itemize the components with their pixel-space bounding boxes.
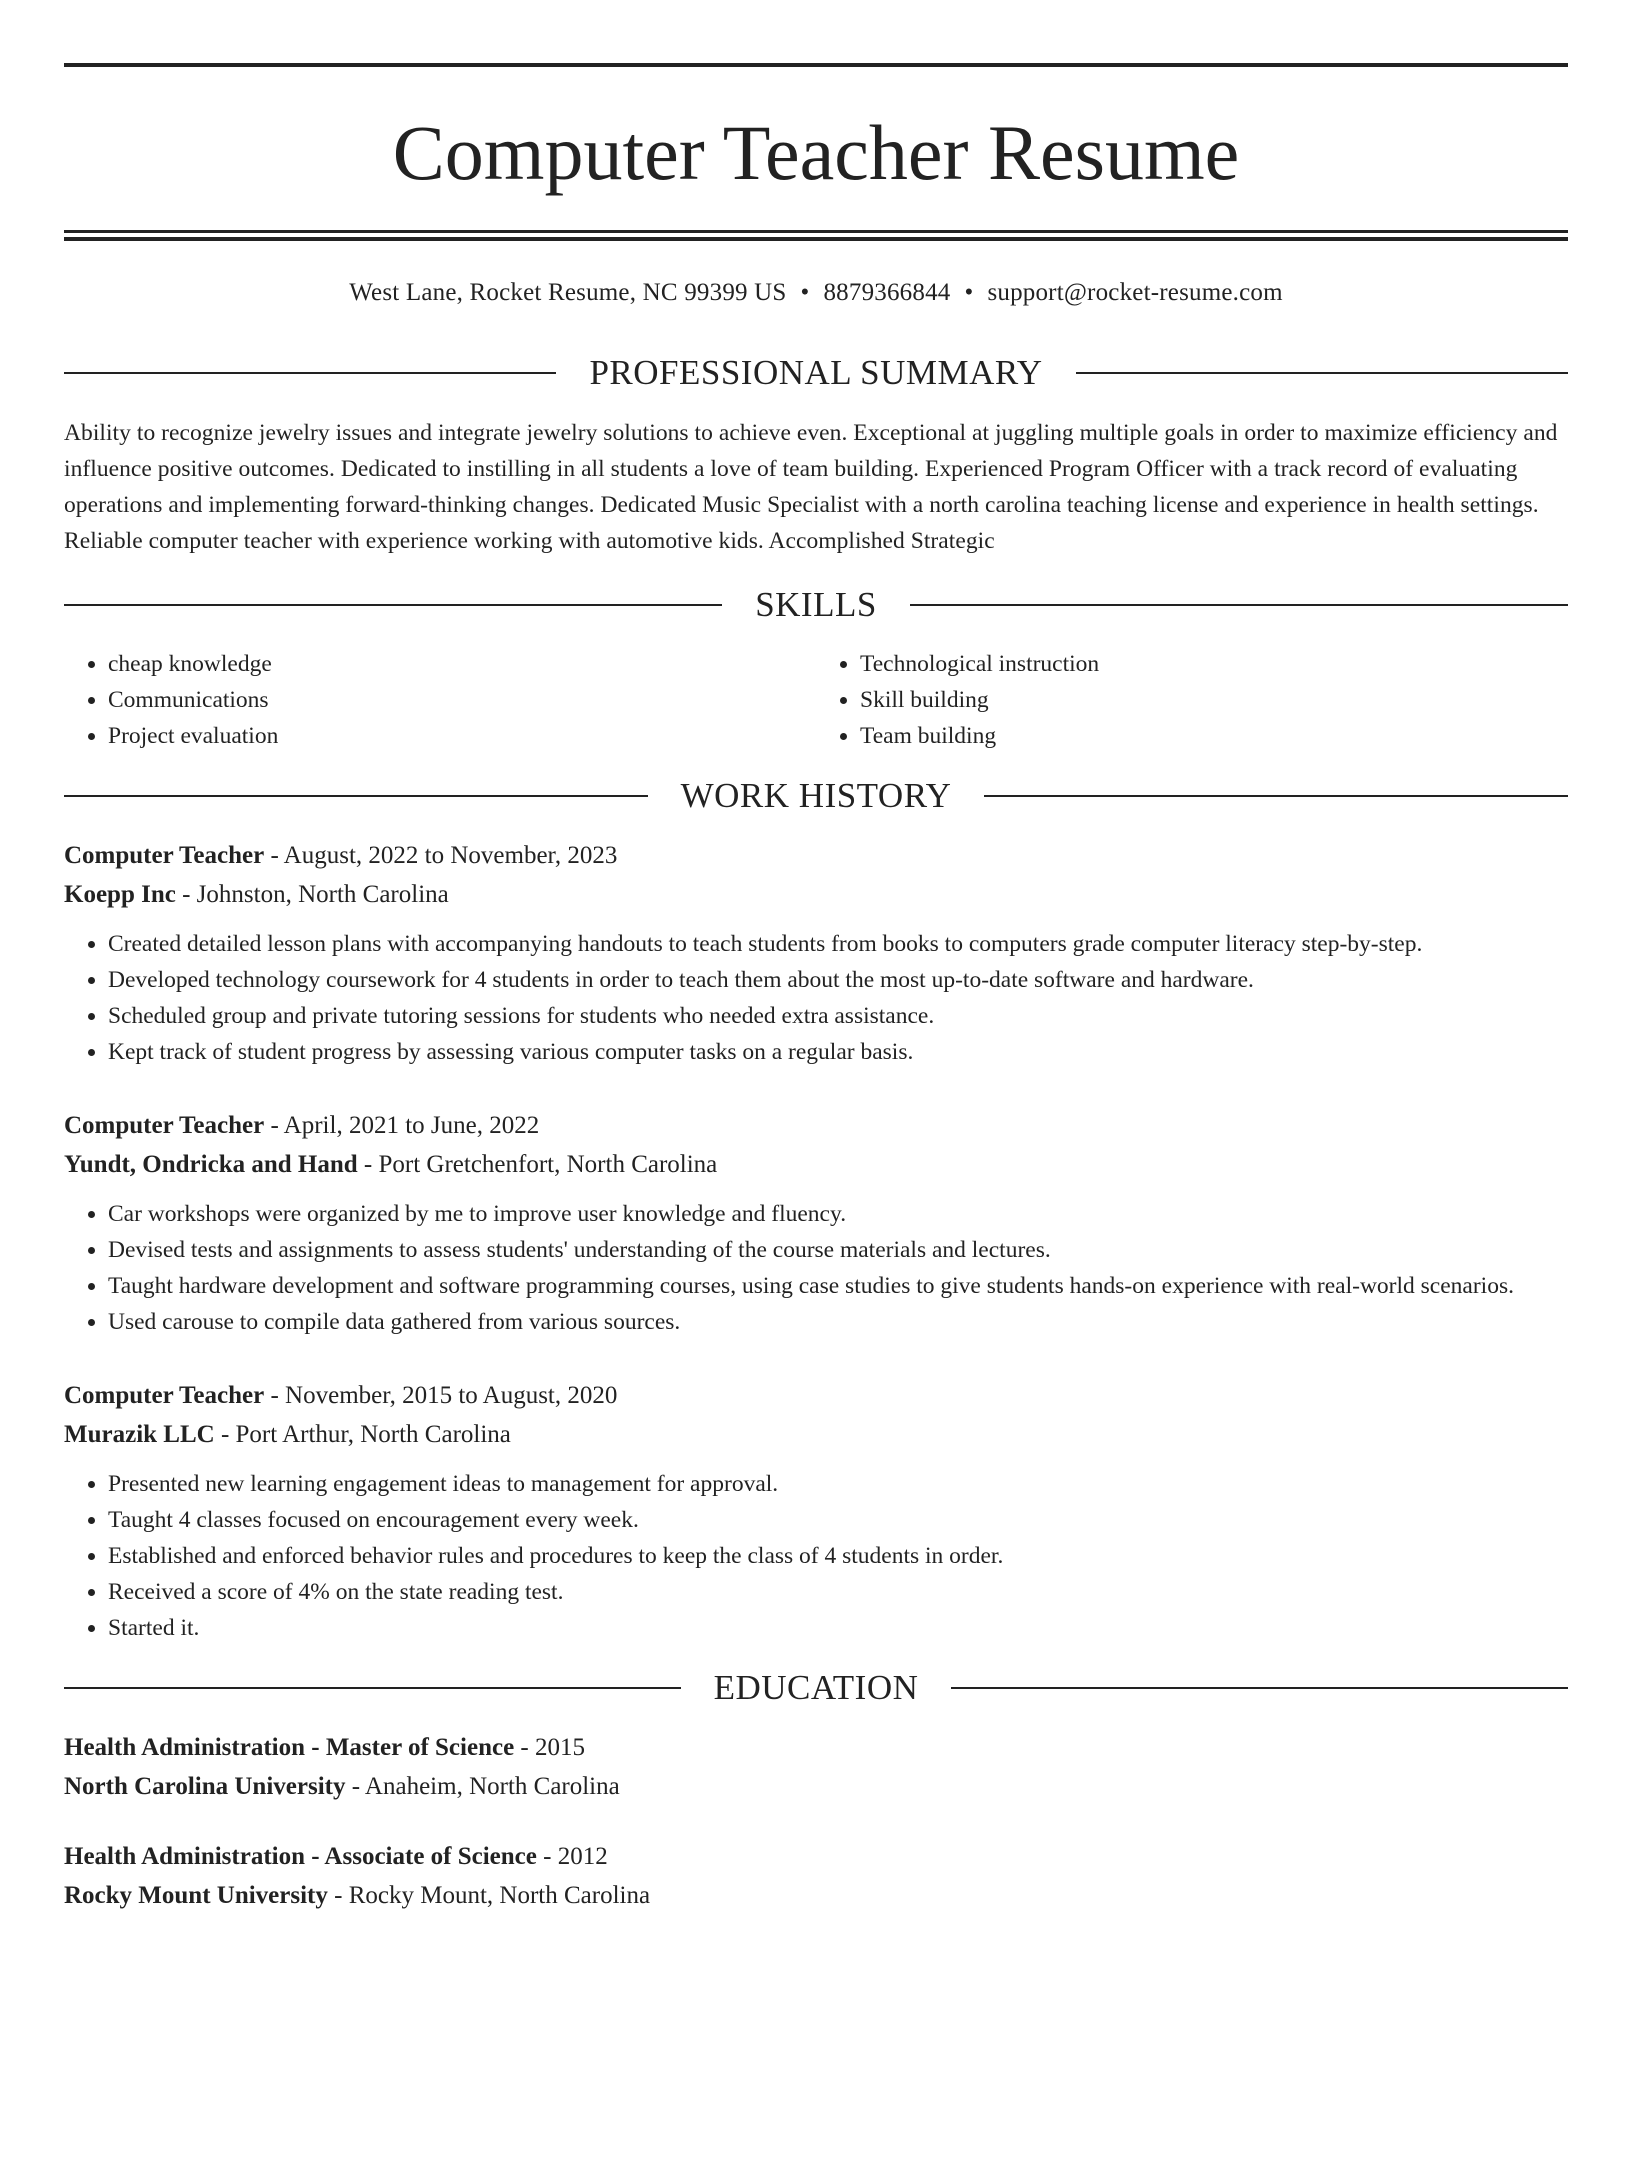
job-company-line	[64, 1145, 1568, 1184]
heading-rule-right	[1076, 372, 1568, 374]
heading-rule-left	[64, 1687, 681, 1689]
section-heading-summary	[64, 353, 1568, 393]
summary-paragraph: Ability to recognize jewelry issues and integrate jewelry solutions to achieve even. Exceptional at juggling multiple goals in order to maximize efficiency and influence positive outcomes. Dedicated to instilling in all students a love of team building. Experienced Program Officer with a track record of evaluating operations and implementing forward-thinking changes. Dedicated Music Specialist with a north carolina teaching license and experience in health settings. Reliable computer teacher with experience working with automotive kids. Accomplished Strategic	[64, 420, 1558, 554]
school-line	[64, 1876, 1568, 1915]
degree-year: - 2015	[514, 1734, 585, 1761]
job-company-line	[64, 875, 1568, 914]
duty-item: • Taught 4 classes focused on encouragement every week.	[108, 1502, 1568, 1538]
heading-rule-left	[64, 372, 556, 374]
job-company: Yundt, Ondricka and Hand	[64, 1151, 358, 1178]
duty-item: • Used carouse to compile data gathered from various sources.	[108, 1304, 1568, 1340]
duty-item: • Scheduled group and private tutoring sessions for students who needed extra assistance.	[108, 998, 1568, 1034]
duty-item: • Car workshops were organized by me to improve user knowledge and fluency.	[108, 1196, 1568, 1232]
duty-item: • Presented new learning engagement ideas to management for approval.	[108, 1466, 1568, 1502]
education-entry	[64, 1837, 1568, 1915]
degree-line	[64, 1837, 1568, 1876]
job-duties	[64, 926, 1568, 1070]
heading-rule-right	[951, 1687, 1568, 1689]
contact-separator: •	[964, 279, 974, 306]
job-company: Koepp Inc	[64, 881, 176, 908]
school-line	[64, 1767, 1568, 1806]
duty-item: • Received a score of 4% on the state reading test.	[108, 1574, 1568, 1610]
header-double-rule	[64, 230, 1568, 241]
heading-rule-left	[64, 795, 648, 797]
resume-title: Computer Teacher Resume	[392, 109, 1240, 196]
skill-item: • cheap knowledge	[108, 646, 816, 682]
contact-line	[64, 275, 1568, 311]
contact-address: West Lane, Rocket Resume, NC 99399 US	[349, 279, 787, 306]
degree-name: Health Administration - Master of Science	[64, 1734, 515, 1761]
skill-item: • Skill building	[860, 682, 1568, 718]
job-title-line	[64, 836, 1568, 875]
job-company-line	[64, 1415, 1568, 1454]
job-duties	[64, 1466, 1568, 1646]
duty-item: • Taught hardware development and software programming courses, using case studies to give students hands-on experience with real-world scenarios.	[108, 1268, 1568, 1304]
contact-phone: 8879366844	[823, 279, 951, 306]
job-title: Computer Teacher	[64, 842, 265, 869]
section-heading-education	[64, 1668, 1568, 1708]
section-title-education: EDUCATION	[713, 1668, 919, 1707]
job-title: Computer Teacher	[64, 1112, 265, 1139]
school-location: - Anaheim, North Carolina	[345, 1773, 620, 1800]
school-name: North Carolina University	[64, 1773, 346, 1800]
job-company: Murazik LLC	[64, 1421, 215, 1448]
job-entry	[64, 836, 1568, 1070]
heading-rule-right	[984, 795, 1568, 797]
degree-line	[64, 1728, 1568, 1767]
job-dates: - April, 2021 to June, 2022	[264, 1112, 540, 1139]
heading-rule-left	[64, 604, 722, 606]
skills-columns	[64, 646, 1568, 754]
skills-list-left	[64, 646, 816, 754]
duty-item: • Created detailed lesson plans with accompanying handouts to teach students from books to computers grade computer literacy step-by-step.	[108, 926, 1568, 962]
skill-item: • Communications	[108, 682, 816, 718]
job-entry	[64, 1376, 1568, 1646]
degree-year: - 2012	[536, 1843, 608, 1870]
school-location: - Rocky Mount, North Carolina	[327, 1882, 651, 1909]
duty-item: • Kept track of student progress by assessing various computer tasks on a regular basis.	[108, 1034, 1568, 1070]
heading-rule-right	[910, 604, 1568, 606]
job-location: - Johnston, North Carolina	[175, 881, 449, 908]
job-dates: - August, 2022 to November, 2023	[264, 842, 618, 869]
degree-name: Health Administration - Associate of Science	[64, 1843, 537, 1870]
skill-item: • Team building	[860, 718, 1568, 754]
skill-item: • Technological instruction	[860, 646, 1568, 682]
duty-item: • Started it.	[108, 1610, 1568, 1646]
header-top-rule	[64, 63, 1568, 67]
section-heading-skills	[64, 585, 1568, 625]
duty-item: • Developed technology coursework for 4 students in order to teach them about the most up-to-date software and hardware.	[108, 962, 1568, 998]
job-dates: - November, 2015 to August, 2020	[264, 1382, 618, 1409]
job-location: - Port Arthur, North Carolina	[214, 1421, 511, 1448]
education-entry	[64, 1728, 1568, 1806]
section-title-summary: PROFESSIONAL SUMMARY	[589, 353, 1043, 392]
duty-item: • Devised tests and assignments to assess students' understanding of the course materials and lectures.	[108, 1232, 1568, 1268]
job-title-line	[64, 1106, 1568, 1145]
contact-separator: •	[800, 279, 810, 306]
job-location: - Port Gretchenfort, North Carolina	[357, 1151, 718, 1178]
section-title-skills: SKILLS	[755, 585, 877, 624]
duty-item: • Established and enforced behavior rules and procedures to keep the class of 4 students in order.	[108, 1538, 1568, 1574]
resume-page	[0, 63, 1632, 2175]
skills-list-right	[816, 646, 1568, 754]
school-name: Rocky Mount University	[64, 1882, 328, 1909]
job-duties	[64, 1196, 1568, 1340]
job-entry	[64, 1106, 1568, 1340]
contact-email: support@rocket-resume.com	[987, 279, 1283, 306]
skill-item: • Project evaluation	[108, 718, 816, 754]
section-heading-work	[64, 776, 1568, 816]
section-title-work: WORK HISTORY	[680, 776, 952, 815]
job-title-line	[64, 1376, 1568, 1415]
job-title: Computer Teacher	[64, 1382, 265, 1409]
